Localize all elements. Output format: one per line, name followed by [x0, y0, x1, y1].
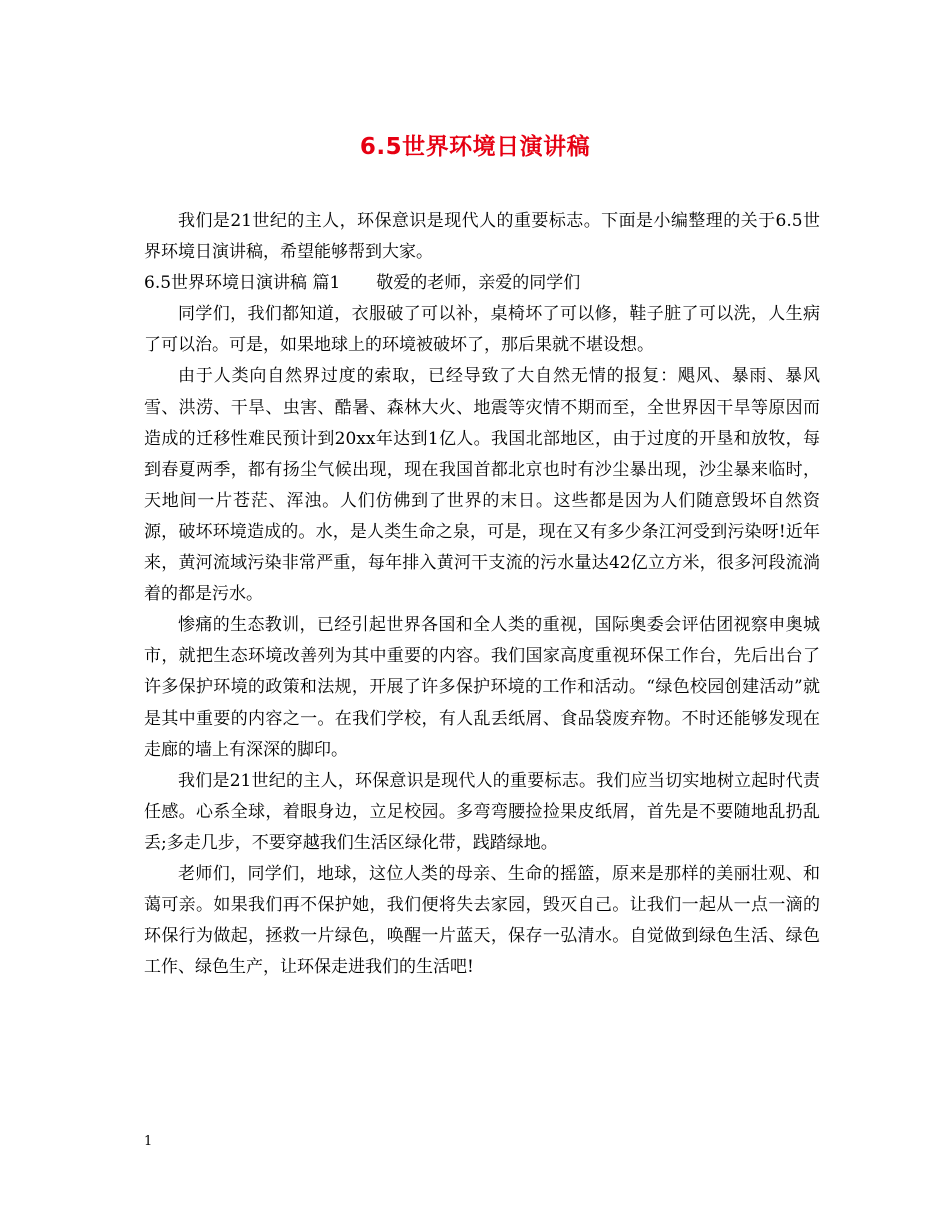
- document-body: [144, 206, 820, 983]
- salutation: 敬爱的老师，亲爱的同学们: [376, 273, 581, 294]
- body-paragraph: 惨痛的生态教训，已经引起世界各国和全人类的重视，国际奥委会评估团视察申奥城市，就把生态环境改善列为其中重要的内容。我们国家高度重视环保工作台，先后出台了许多保护环境的政策和法规，开展了许多保护环境的工作和活动。“绿色校园创建活动”就是其中重要的内容之一。在我们学校，有人乱丢纸屑、食品袋废弃物。不时还能够发现在走廊的墙上有深深的脚印。: [144, 615, 820, 760]
- document-title: 6.5世界环境日演讲稿: [359, 134, 591, 160]
- body-paragraph: 老师们，同学们，地球，这位人类的母亲、生命的摇篮，原来是那样的美丽壮观、和蔼可亲。如果我们再不保护她，我们便将失去家园，毁灭自己。让我们一起从一点一滴的环保行为做起，拯救一片绿色，唤醒一片蓝天，保存一弘清水。自觉做到绿色生活、绿色工作、绿色生产，让环保走进我们的生活吧!: [144, 863, 820, 978]
- body-paragraph: 我们是21世纪的主人，环保意识是现代人的重要标志。我们应当切实地树立起时代责任感。心系全球，着眼身边，立足校园。多弯弯腰捡捡果皮纸屑，首先是不要随地乱扔乱丢;多走几步，不要穿越我们生活区绿化带，践踏绿地。: [144, 770, 820, 853]
- body-paragraph: 同学们，我们都知道，衣服破了可以补，桌椅坏了可以修，鞋子脏了可以洗，人生病了可以治。可是，如果地球上的环境被破坏了，那后果就不堪设想。: [144, 304, 820, 356]
- page-number: 1: [144, 1134, 153, 1149]
- section-heading-line: [144, 268, 820, 299]
- section-heading: 6.5世界环境日演讲稿 篇1: [144, 273, 341, 294]
- body-paragraph: 由于人类向自然界过度的索取，已经导致了大自然无情的报复：飓风、暴雨、暴风雪、洪涝、干旱、虫害、酷暑、森林大火、地震等灾情不期而至，全世界因干旱等原因而造成的迁移性难民预计到20xx年达到1亿人。我国北部地区，由于过度的开垦和放牧，每到春夏两季，都有扬尘气候出现，现在我国首都北京也时有沙尘暴出现，沙尘暴来临时，天地间一片苍茫、浑浊。人们仿佛到了世界的末日。这些都是因为人们随意毁坏自然资源，破坏环境造成的。水，是人类生命之泉，可是，现在又有多少条江河受到污染呀!近年来，黄河流域污染非常严重，每年排入黄河干支流的污水量达42亿立方米，很多河段流淌着的都是污水。: [144, 366, 820, 605]
- intro-paragraph: 我们是21世纪的主人，环保意识是现代人的重要标志。下面是小编整理的关于6.5世界环境日演讲稿，希望能够帮到大家。: [144, 211, 820, 263]
